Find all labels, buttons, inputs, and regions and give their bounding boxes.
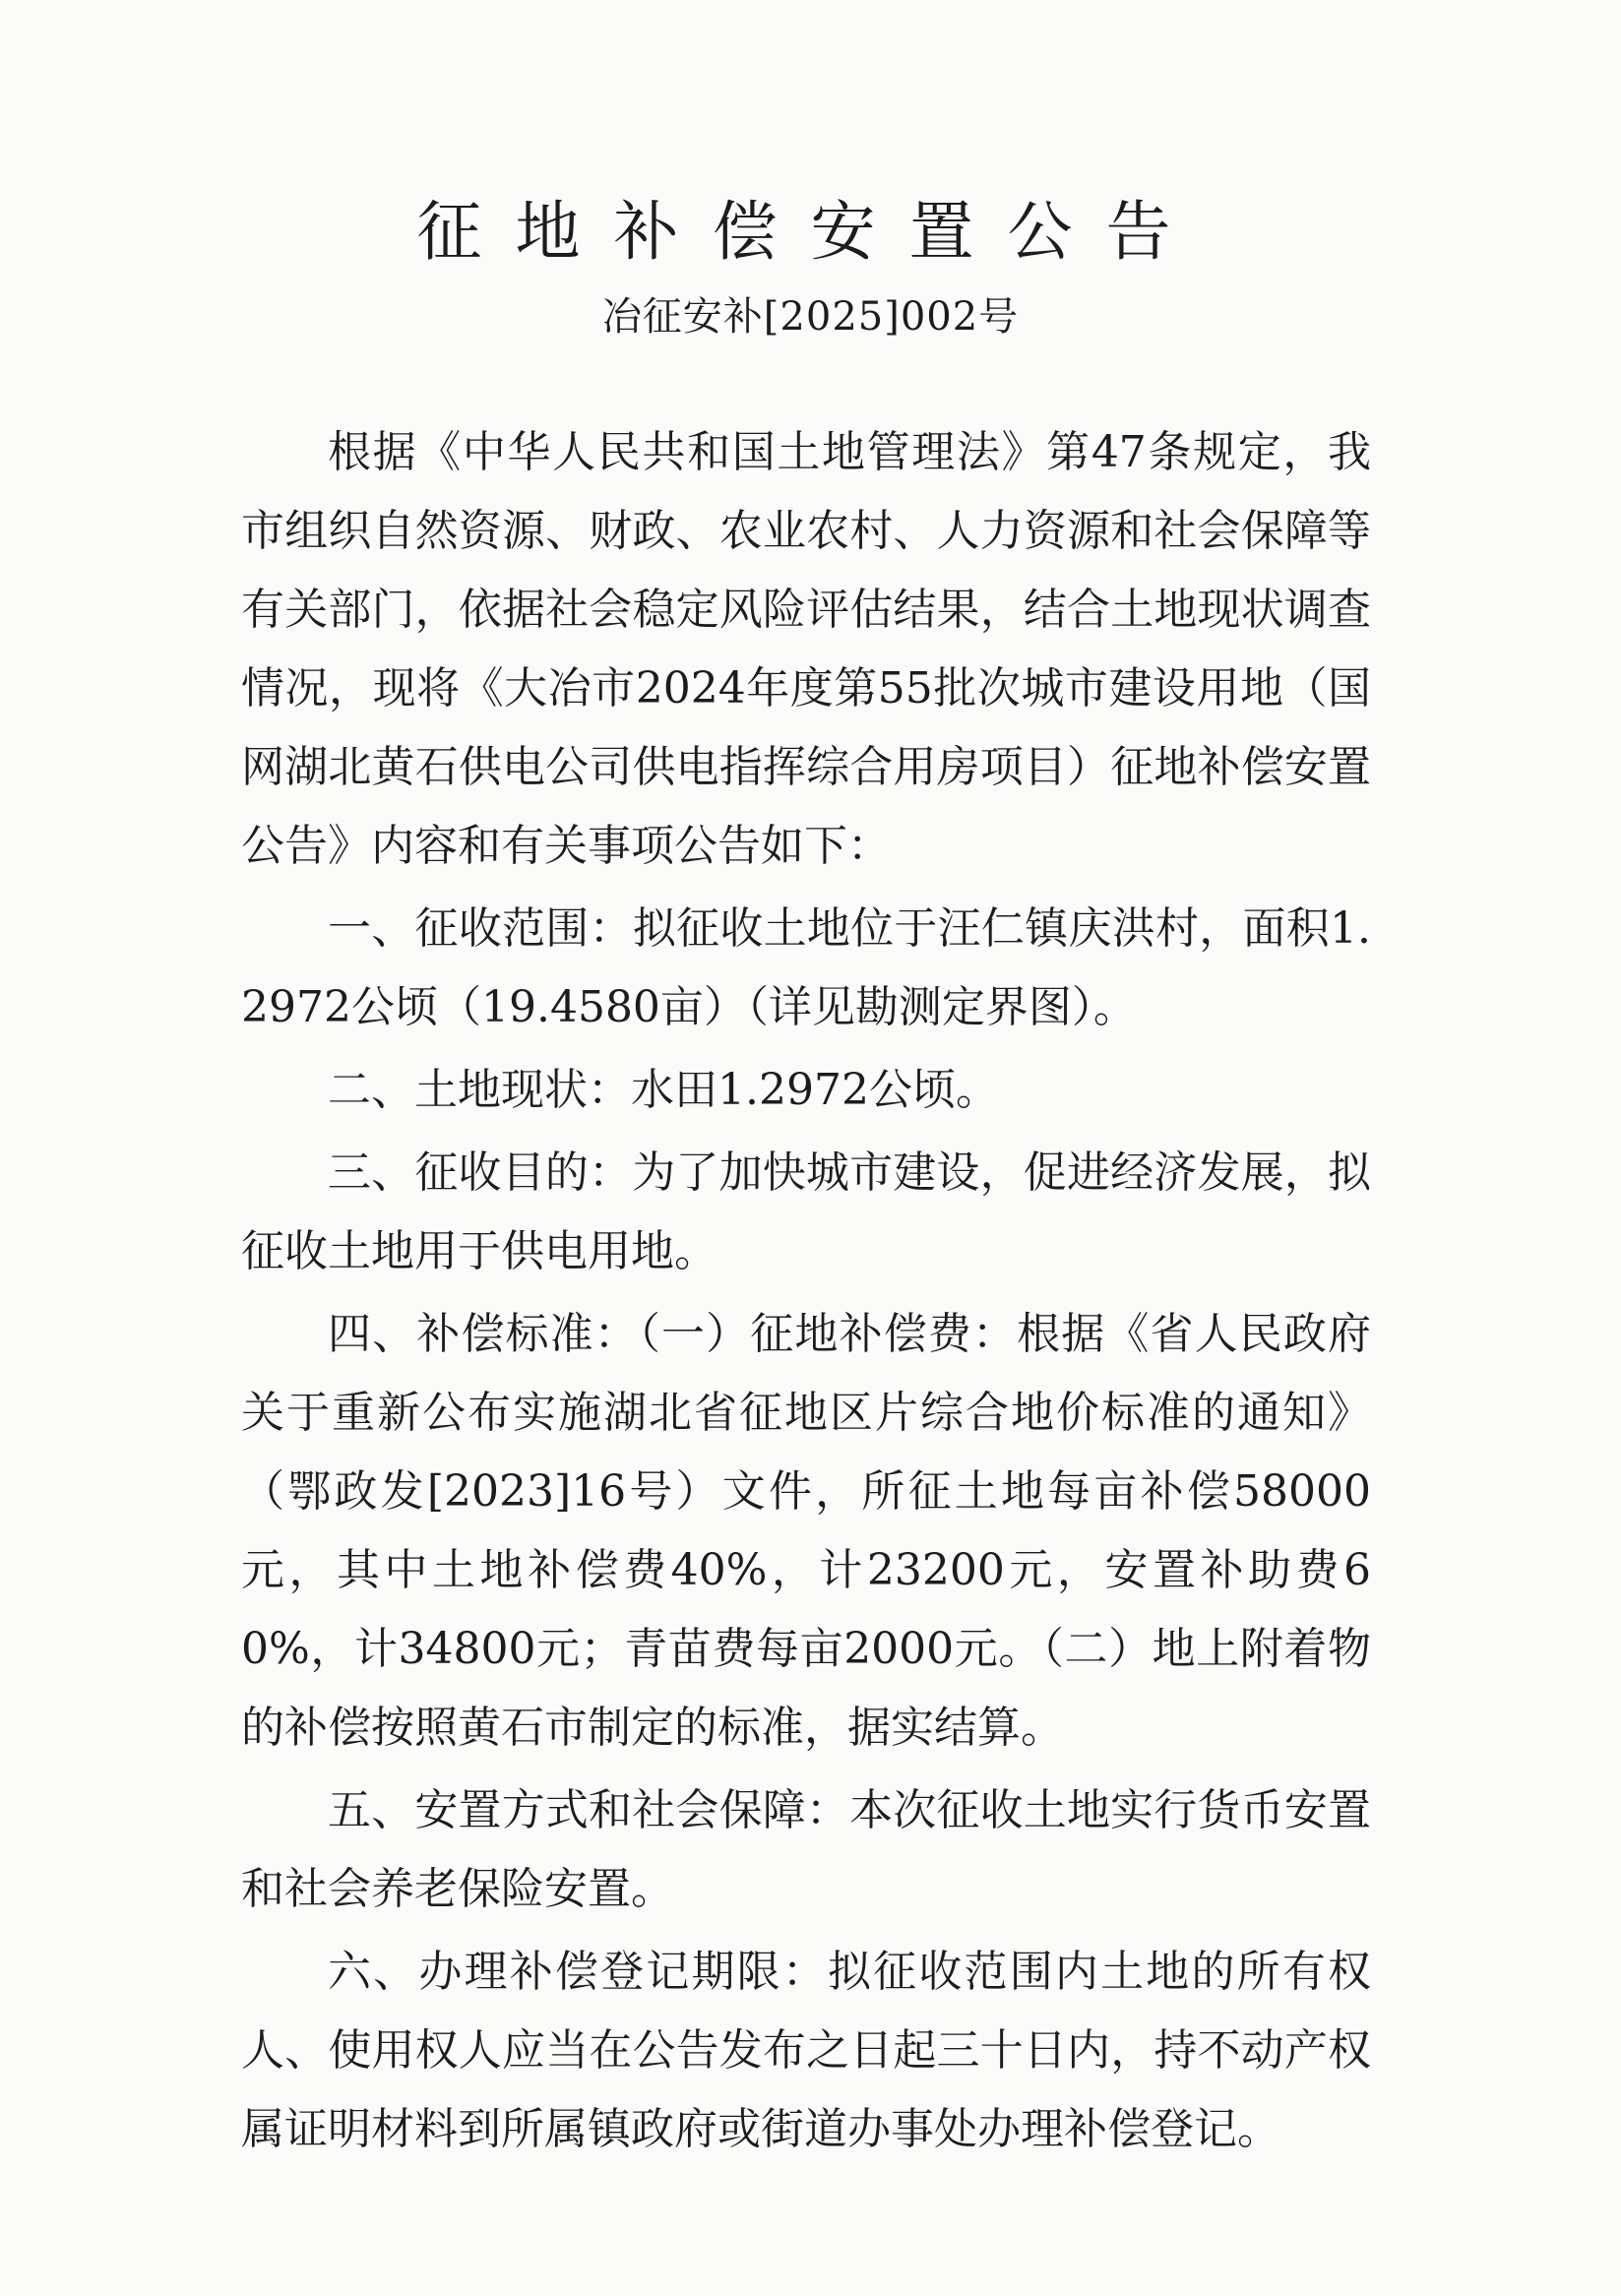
document-body — [241, 413, 1371, 2173]
paragraph-purpose: 三、征收目的：为了加快城市建设，促进经济发展，拟征收土地用于供电用地。 — [241, 1148, 1371, 1276]
paragraph-intro: 根据《中华人民共和国土地管理法》第47条规定，我市组织自然资源、财政、农业农村、人力资源和社会保障等有关部门，依据社会稳定风险评估结果，结合土地现状调查情况，现将《大冶市2024年度第55批次城市建设用地（国网湖北黄石供电公司供电指挥综合用房项目）征地补偿安置公告》内容和有关事项公告如下： — [241, 427, 1371, 871]
paragraph-scope: 一、征收范围：拟征收土地位于汪仁镇庆洪村，面积1.2972公顷（19.4580亩）（详见勘测定界图）。 — [241, 903, 1371, 1032]
paragraph-compensation-standard: 四、补偿标准：（一）征地补偿费：根据《省人民政府关于重新公布实施湖北省征地区片综合地价标准的通知》（鄂政发[2023]16号）文件，所征土地每亩补偿58000元，其中土地补偿费40%，计23200元，安置补助费60%，计34800元；青苗费每亩2000元。（二）地上附着物的补偿按照黄石市制定的标准，据实结算。 — [241, 1309, 1371, 1753]
document-title: 征地补偿安置公告 — [416, 194, 1205, 270]
paragraph-resettlement: 五、安置方式和社会保障：本次征收土地实行货币安置和社会养老保险安置。 — [241, 1785, 1371, 1914]
paragraph-land-status: 二、土地现状：水田1.2972公顷。 — [328, 1065, 999, 1115]
paragraph-registration-deadline: 六、办理补偿登记期限：拟征收范围内土地的所有权人、使用权人应当在公告发布之日起三十日内，持不动产权属证明材料到所属镇政府或街道办事处办理补偿登记。 — [241, 1947, 1371, 2154]
document-number: 冶征安补[2025]002号 — [601, 294, 1020, 340]
